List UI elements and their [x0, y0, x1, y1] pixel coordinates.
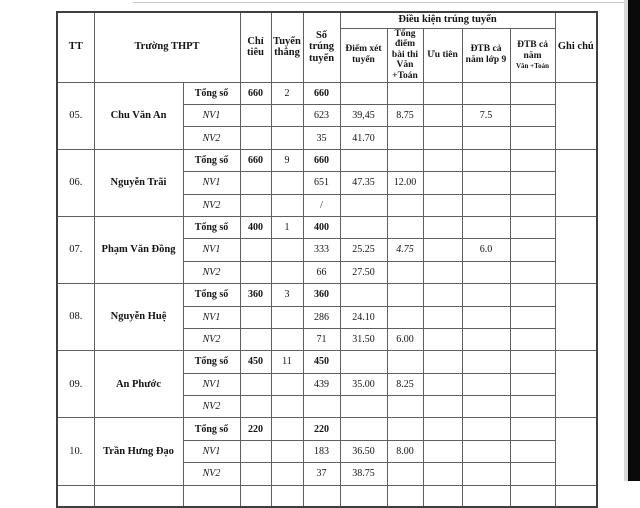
cell-tuyen-thang	[271, 306, 303, 328]
col-header-dtb-van-toan-line2: Văn +Toán	[515, 61, 550, 70]
cell-dtb-lop9	[462, 306, 510, 328]
cell-chi-tieu	[240, 127, 271, 149]
cell-ghi-chu	[555, 418, 597, 485]
cell-so-trung-tuyen: 450	[303, 351, 340, 373]
cell-dtb-lop9	[462, 284, 510, 306]
cell-empty	[271, 485, 303, 507]
cell-tong-diem	[387, 463, 423, 485]
cell-chi-tieu	[240, 396, 271, 418]
cell-uu-tien	[423, 306, 462, 328]
cell-dtb-van-toan	[510, 105, 555, 127]
cell-ghi-chu	[555, 149, 597, 216]
cell-tong-diem: 8.75	[387, 105, 423, 127]
cell-chi-tieu: 450	[240, 351, 271, 373]
cell-tuyen-thang	[271, 440, 303, 462]
table-row	[57, 149, 597, 171]
cell-diem-xet-tuyen: 47.35	[340, 172, 387, 194]
cell-diem-xet-tuyen	[340, 194, 387, 216]
col-header-dieu-kien-trung-tuyen: Điều kiện trúng tuyển	[340, 12, 555, 28]
cell-tuyen-thang	[271, 418, 303, 440]
cell-empty	[240, 485, 271, 507]
cell-tuyen-thang	[271, 328, 303, 350]
cell-tt: 07.	[57, 216, 94, 283]
cell-diem-xet-tuyen: 38.75	[340, 463, 387, 485]
cell-tuyen-thang	[271, 396, 303, 418]
cell-diem-xet-tuyen: 36.50	[340, 440, 387, 462]
cell-diem-xet-tuyen: 25.25	[340, 239, 387, 261]
cell-empty	[387, 485, 423, 507]
col-header-tt: TT	[57, 12, 94, 82]
cell-row-label: NV1	[183, 105, 240, 127]
cell-chi-tieu: 220	[240, 418, 271, 440]
cell-chi-tieu	[240, 105, 271, 127]
cell-ghi-chu	[555, 82, 597, 149]
cell-chi-tieu	[240, 440, 271, 462]
cell-tuyen-thang	[271, 194, 303, 216]
cell-so-trung-tuyen: 400	[303, 216, 340, 238]
cell-diem-xet-tuyen: 27.50	[340, 261, 387, 283]
cell-row-label: NV2	[183, 261, 240, 283]
table-row	[57, 82, 597, 104]
cell-uu-tien	[423, 82, 462, 104]
table-header	[57, 12, 597, 82]
cell-tong-diem: 8.00	[387, 440, 423, 462]
cell-tuyen-thang: 3	[271, 284, 303, 306]
cell-chi-tieu	[240, 463, 271, 485]
cell-row-label: Tổng số	[183, 351, 240, 373]
cell-dtb-lop9	[462, 396, 510, 418]
cell-row-label: NV2	[183, 396, 240, 418]
cell-row-label: Tổng số	[183, 284, 240, 306]
cell-tuyen-thang	[271, 127, 303, 149]
cell-uu-tien	[423, 418, 462, 440]
cell-chi-tieu	[240, 328, 271, 350]
cell-diem-xet-tuyen	[340, 216, 387, 238]
cell-dtb-lop9	[462, 351, 510, 373]
cell-tuyen-thang	[271, 239, 303, 261]
cell-tuyen-thang: 2	[271, 82, 303, 104]
cell-tong-diem	[387, 194, 423, 216]
cell-so-trung-tuyen: /	[303, 194, 340, 216]
cell-tong-diem	[387, 127, 423, 149]
cell-chi-tieu	[240, 373, 271, 395]
cell-row-label: NV1	[183, 306, 240, 328]
cell-school-name: Nguyễn Huệ	[94, 284, 183, 351]
cell-uu-tien	[423, 194, 462, 216]
cell-school-name: An Phước	[94, 351, 183, 418]
cell-chi-tieu	[240, 306, 271, 328]
cell-dtb-van-toan	[510, 82, 555, 104]
cell-tong-diem: 6.00	[387, 328, 423, 350]
cell-diem-xet-tuyen	[340, 149, 387, 171]
cell-dtb-van-toan	[510, 172, 555, 194]
cell-empty	[462, 485, 510, 507]
header-row-1	[57, 12, 597, 28]
cell-chi-tieu	[240, 261, 271, 283]
cell-so-trung-tuyen: 183	[303, 440, 340, 462]
cell-tong-diem	[387, 396, 423, 418]
cell-tuyen-thang	[271, 172, 303, 194]
cell-dtb-van-toan	[510, 216, 555, 238]
cell-ghi-chu	[555, 284, 597, 351]
table-row-partial	[57, 485, 597, 507]
cell-row-label: NV1	[183, 239, 240, 261]
screen-edge-black-bar	[628, 0, 640, 481]
cell-dtb-lop9: 6.0	[462, 239, 510, 261]
table-row	[57, 418, 597, 440]
cell-uu-tien	[423, 127, 462, 149]
cell-dtb-van-toan	[510, 127, 555, 149]
cell-chi-tieu: 660	[240, 149, 271, 171]
cell-tong-diem	[387, 284, 423, 306]
col-header-dtb-lop-9: ĐTB cả năm lớp 9	[462, 28, 510, 82]
cell-dtb-van-toan	[510, 149, 555, 171]
cell-uu-tien	[423, 284, 462, 306]
cell-dtb-lop9	[462, 328, 510, 350]
cell-tong-diem	[387, 418, 423, 440]
cell-row-label: Tổng số	[183, 82, 240, 104]
previous-row-edge-line	[133, 2, 628, 3]
cell-ghi-chu	[555, 216, 597, 283]
cell-so-trung-tuyen: 71	[303, 328, 340, 350]
cell-empty	[303, 485, 340, 507]
cell-dtb-van-toan	[510, 396, 555, 418]
cell-dtb-van-toan	[510, 373, 555, 395]
cell-chi-tieu: 660	[240, 82, 271, 104]
cell-tuyen-thang	[271, 105, 303, 127]
col-header-school: Trường THPT	[94, 12, 240, 82]
cell-dtb-van-toan	[510, 328, 555, 350]
cell-tong-diem: 4.75	[387, 239, 423, 261]
cell-row-label: NV2	[183, 463, 240, 485]
cell-diem-xet-tuyen	[340, 418, 387, 440]
cell-dtb-lop9	[462, 216, 510, 238]
cell-diem-xet-tuyen: 41.70	[340, 127, 387, 149]
cell-uu-tien	[423, 373, 462, 395]
cell-dtb-lop9	[462, 127, 510, 149]
cell-dtb-lop9	[462, 194, 510, 216]
cell-row-label: NV2	[183, 127, 240, 149]
cell-dtb-van-toan	[510, 306, 555, 328]
cell-so-trung-tuyen: 360	[303, 284, 340, 306]
cell-uu-tien	[423, 105, 462, 127]
cell-tuyen-thang: 11	[271, 351, 303, 373]
cell-so-trung-tuyen: 651	[303, 172, 340, 194]
cell-diem-xet-tuyen: 24.10	[340, 306, 387, 328]
cell-empty	[510, 485, 555, 507]
cell-diem-xet-tuyen	[340, 396, 387, 418]
cell-dtb-lop9	[462, 149, 510, 171]
cell-tong-diem	[387, 351, 423, 373]
cell-chi-tieu	[240, 239, 271, 261]
cell-so-trung-tuyen: 333	[303, 239, 340, 261]
cell-so-trung-tuyen: 286	[303, 306, 340, 328]
cell-empty	[340, 485, 387, 507]
col-header-dtb-van-toan-line1: ĐTB cả năm	[517, 39, 548, 61]
cell-diem-xet-tuyen: 31.50	[340, 328, 387, 350]
cell-tong-diem	[387, 216, 423, 238]
cell-uu-tien	[423, 463, 462, 485]
cell-ghi-chu	[555, 351, 597, 418]
cell-tuyen-thang: 9	[271, 149, 303, 171]
cell-tt: 06.	[57, 149, 94, 216]
cell-dtb-lop9	[462, 418, 510, 440]
table-row	[57, 284, 597, 306]
cell-so-trung-tuyen: 660	[303, 82, 340, 104]
cell-uu-tien	[423, 216, 462, 238]
cell-tong-diem	[387, 149, 423, 171]
cell-empty	[423, 485, 462, 507]
cell-row-label: NV1	[183, 373, 240, 395]
cell-empty	[94, 485, 183, 507]
cell-dtb-lop9	[462, 172, 510, 194]
cell-dtb-lop9	[462, 440, 510, 462]
col-header-so-trung-tuyen: Số trúng tuyển	[303, 12, 340, 82]
cell-tuyen-thang	[271, 261, 303, 283]
cell-dtb-van-toan	[510, 239, 555, 261]
cell-tong-diem	[387, 261, 423, 283]
col-header-ghi-chu: Ghi chú	[555, 12, 597, 82]
cell-dtb-van-toan	[510, 440, 555, 462]
cell-uu-tien	[423, 440, 462, 462]
cell-diem-xet-tuyen	[340, 351, 387, 373]
cell-so-trung-tuyen: 660	[303, 149, 340, 171]
cell-tuyen-thang	[271, 463, 303, 485]
cell-so-trung-tuyen: 66	[303, 261, 340, 283]
cell-row-label: Tổng số	[183, 216, 240, 238]
admission-table	[56, 11, 598, 508]
cell-tong-diem	[387, 306, 423, 328]
cell-row-label: NV1	[183, 440, 240, 462]
cell-chi-tieu	[240, 194, 271, 216]
cell-dtb-lop9	[462, 261, 510, 283]
cell-uu-tien	[423, 239, 462, 261]
cell-dtb-van-toan	[510, 194, 555, 216]
cell-diem-xet-tuyen: 39,45	[340, 105, 387, 127]
cell-school-name: Trần Hưng Đạo	[94, 418, 183, 485]
cell-tuyen-thang: 1	[271, 216, 303, 238]
cell-tt: 08.	[57, 284, 94, 351]
cell-tt: 05.	[57, 82, 94, 149]
cell-row-label: Tổng số	[183, 418, 240, 440]
cell-uu-tien	[423, 351, 462, 373]
cell-chi-tieu	[240, 172, 271, 194]
cell-dtb-van-toan	[510, 261, 555, 283]
cell-school-name: Chu Văn An	[94, 82, 183, 149]
cell-so-trung-tuyen: 439	[303, 373, 340, 395]
cell-uu-tien	[423, 261, 462, 283]
cell-diem-xet-tuyen: 35.00	[340, 373, 387, 395]
cell-empty	[183, 485, 240, 507]
cell-diem-xet-tuyen	[340, 284, 387, 306]
cell-dtb-van-toan	[510, 463, 555, 485]
cell-chi-tieu: 360	[240, 284, 271, 306]
col-header-tong-diem-bai-thi: Tổng điểm bài thi Văn +Toán	[387, 28, 423, 82]
col-header-dtb-van-toan	[510, 28, 555, 82]
cell-so-trung-tuyen: 35	[303, 127, 340, 149]
cell-uu-tien	[423, 172, 462, 194]
cell-dtb-lop9	[462, 82, 510, 104]
cell-so-trung-tuyen	[303, 396, 340, 418]
cell-dtb-van-toan	[510, 284, 555, 306]
cell-so-trung-tuyen: 220	[303, 418, 340, 440]
cell-tong-diem: 8.25	[387, 373, 423, 395]
cell-diem-xet-tuyen	[340, 82, 387, 104]
cell-dtb-lop9: 7.5	[462, 105, 510, 127]
cell-tong-diem	[387, 82, 423, 104]
cell-so-trung-tuyen: 37	[303, 463, 340, 485]
cell-dtb-lop9	[462, 463, 510, 485]
cell-row-label: NV2	[183, 194, 240, 216]
cell-school-name: Phạm Văn Đồng	[94, 216, 183, 283]
cell-uu-tien	[423, 149, 462, 171]
col-header-uu-tien: Ưu tiên	[423, 28, 462, 82]
cell-row-label: NV2	[183, 328, 240, 350]
cell-row-label: NV1	[183, 172, 240, 194]
cell-tt: 10.	[57, 418, 94, 485]
cell-dtb-lop9	[462, 373, 510, 395]
col-header-diem-xet-tuyen: Điểm xét tuyển	[340, 28, 387, 82]
cell-tong-diem: 12.00	[387, 172, 423, 194]
cell-uu-tien	[423, 396, 462, 418]
cell-uu-tien	[423, 328, 462, 350]
col-header-tuyen-thang: Tuyển thẳng	[271, 12, 303, 82]
cell-row-label: Tổng số	[183, 149, 240, 171]
cell-empty	[57, 485, 94, 507]
table-body	[57, 82, 597, 507]
cell-empty	[555, 485, 597, 507]
col-header-chi-tieu: Chỉ tiêu	[240, 12, 271, 82]
cell-tt: 09.	[57, 351, 94, 418]
cell-school-name: Nguyễn Trãi	[94, 149, 183, 216]
cell-tuyen-thang	[271, 373, 303, 395]
cell-chi-tieu: 400	[240, 216, 271, 238]
table-row	[57, 351, 597, 373]
cell-dtb-van-toan	[510, 351, 555, 373]
cell-dtb-van-toan	[510, 418, 555, 440]
table-row	[57, 216, 597, 238]
cell-so-trung-tuyen: 623	[303, 105, 340, 127]
